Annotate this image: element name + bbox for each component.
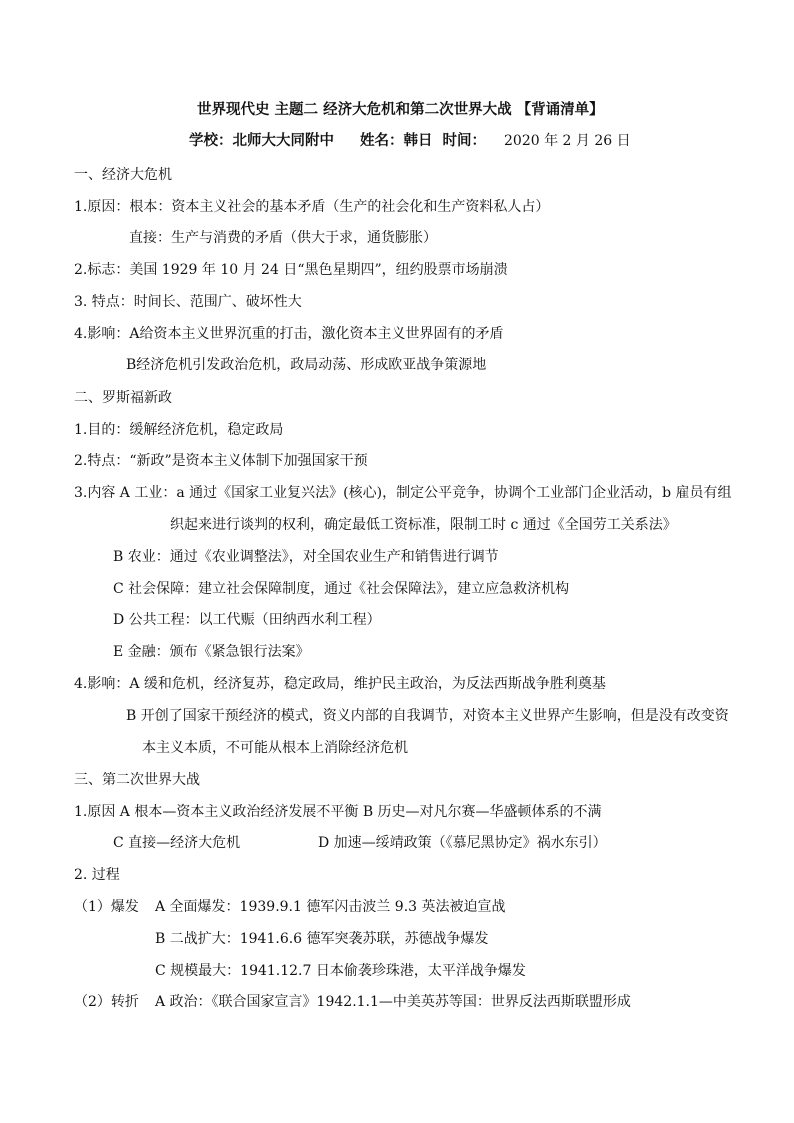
- section3-line: D 加速—绥靖政策（《慕尼黑协定》祸水东引）: [318, 835, 607, 851]
- section3-line: C 直接—经济大危机: [113, 835, 241, 851]
- section1-line: 2.标志：美国 1929 年 10 月 24 日“黑色星期四”，纽约股票市场崩溃: [74, 262, 508, 278]
- section2-line: 4.影响：A 缓和危机，经济复苏，稳定政局，维护民主政治，为反法西斯战争胜利奠基: [74, 676, 606, 692]
- section3-line: 2. 过程: [74, 867, 120, 883]
- section3-line: A 政治：《联合国家宣言》1942.1.1—中美英苏等国：世界反法西斯联盟形成: [155, 994, 631, 1010]
- section2-line: 本主义本质，不可能从根本上消除经济危机: [142, 740, 408, 756]
- section2-line: B 农业：通过《农业调整法》，对全国农业生产和销售进行调节: [113, 549, 499, 565]
- section1-line: 直接：生产与消费的矛盾（供大于求，通货膨胀）: [129, 230, 437, 246]
- section3-line: B 二战扩大：1941.6.6 德军突袭苏联，苏德战争爆发: [155, 931, 489, 947]
- section2-line: C 社会保障：建立社会保障制度，通过《社会保障法》，建立应急救济机构: [113, 581, 570, 597]
- section-heading-new-deal: 二、罗斯福新政: [74, 390, 172, 406]
- section2-line: 2.特点：“新政”是资本主义体制下加强国家干预: [74, 453, 368, 469]
- section-heading-ww2: 三、第二次世界大战: [74, 772, 200, 788]
- document-title: 世界现代史 主题二 经济大危机和第二次世界大战 【背诵清单】: [197, 102, 604, 118]
- section3-line: C 规模最大：1941.12.7 日本偷袭珍珠港，太平洋战争爆发: [155, 963, 526, 979]
- time-label: 时间：: [442, 133, 486, 149]
- section3-line: （2）转折: [74, 994, 139, 1010]
- school-label: 学校：北师大大同附中: [189, 133, 334, 149]
- section3-line: （1）爆发: [74, 899, 139, 915]
- section2-line: E 金融：颁布《紧急银行法案》: [113, 644, 310, 660]
- section-heading-economic-crisis: 一、经济大危机: [74, 167, 172, 183]
- section3-line: A 全面爆发：1939.9.1 德军闪击波兰 9.3 英法被迫宣战: [155, 899, 506, 915]
- section1-line: B经济危机引发政治危机，政局动荡、形成欧亚战争策源地: [126, 357, 487, 373]
- section1-line: 3. 特点：时间长、范围广、破坏性大: [74, 294, 302, 310]
- document-subtitle: [189, 132, 631, 150]
- section3-line: 1.原因 A 根本—资本主义政治经济发展不平衡 B 历史—对凡尔赛—华盛顿体系的不满: [74, 804, 602, 820]
- section1-line: 1.原因：根本：资本主义社会的基本矛盾（生产的社会化和生产资料私人占）: [74, 199, 550, 215]
- section2-line: 3.内容 A 工业：a 通过《国家工业复兴法》(核心)，制定公平竞争，协调个工业部门企业活动，b 雇员有组: [74, 485, 732, 501]
- section1-line: 4.影响：A给资本主义世界沉重的打击，激化资本主义世界固有的矛盾: [74, 326, 504, 342]
- section2-line: 1.目的：缓解经济危机，稳定政局: [74, 422, 284, 438]
- name-label: 姓名：韩日: [360, 133, 433, 149]
- section2-line: D 公共工程：以工代赈（田纳西水利工程）: [113, 612, 381, 628]
- date-value: 2020 年 2 月 26 日: [504, 133, 631, 149]
- section2-line: 织起来进行谈判的权利，确定最低工资标准，限制工时 c 通过《全国劳工关系法》: [170, 517, 677, 533]
- section2-line: B 开创了国家干预经济的模式，资义内部的自我调节，对资本主义世界产生影响，但是没有改变资: [126, 708, 729, 724]
